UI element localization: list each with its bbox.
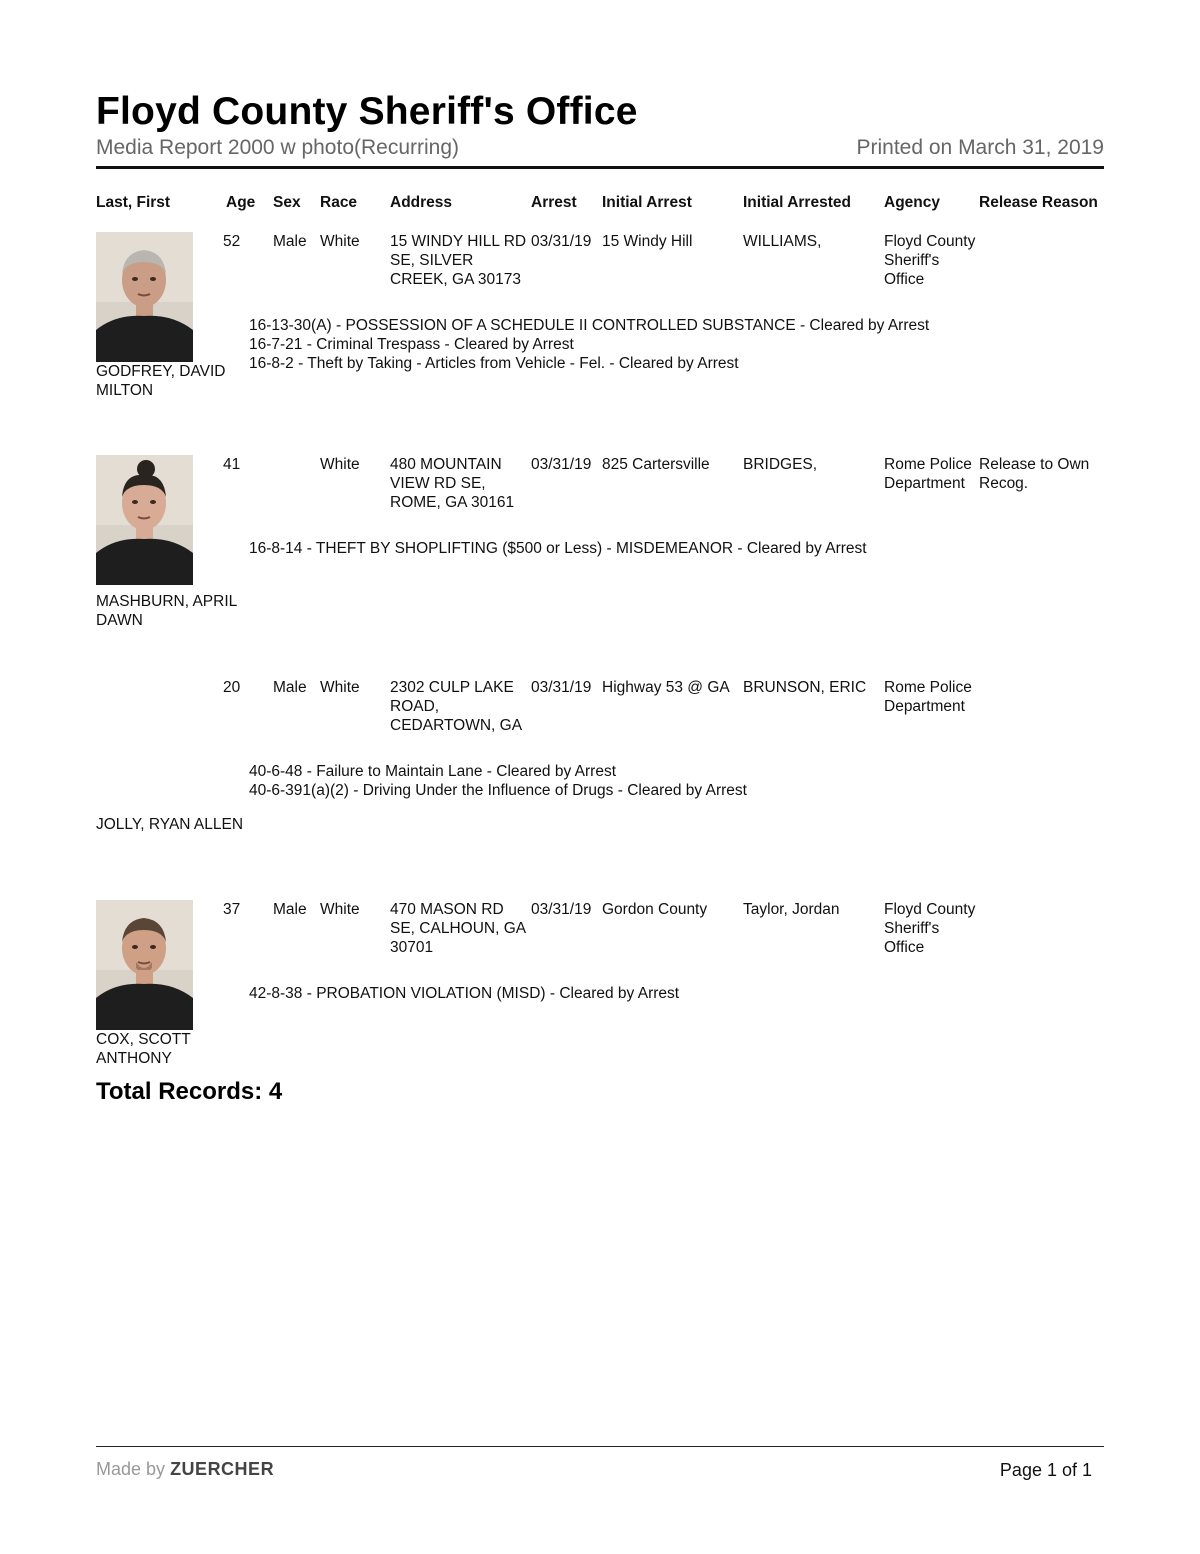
made-by-label: Made by bbox=[96, 1459, 166, 1479]
record-arrest: 03/31/19 bbox=[531, 233, 592, 250]
offense-list bbox=[249, 316, 929, 373]
record-name: MASHBURN, APRIL DAWN bbox=[96, 593, 237, 629]
offense-item: 40-6-391(a)(2) - Driving Under the Influence of Drugs - Cleared by Arrest bbox=[249, 782, 747, 799]
mugshot-image bbox=[96, 232, 193, 362]
record-race: White bbox=[320, 456, 360, 473]
report-subtitle: Media Report 2000 w photo(Recurring) bbox=[96, 136, 460, 159]
col-header-sex: Sex bbox=[273, 194, 301, 211]
offense-item: 16-7-21 - Criminal Trespass - Cleared by Arrest bbox=[249, 336, 574, 353]
record-race: White bbox=[320, 679, 360, 696]
record-initial-arrested: BRUNSON, ERIC bbox=[743, 679, 867, 696]
report-title: Floyd County Sheriff's Office bbox=[96, 90, 638, 133]
record-race: White bbox=[320, 901, 360, 918]
col-header-initial-arrest: Initial Arrest bbox=[602, 194, 692, 211]
record-race: White bbox=[320, 233, 360, 250]
record-agency: Rome Police Department bbox=[884, 679, 972, 715]
record-sex: Male bbox=[273, 901, 307, 918]
record-address: 15 WINDY HILL RD SE, SILVER CREEK, GA 30173 bbox=[390, 233, 527, 288]
mugshot-image bbox=[96, 455, 193, 585]
mugshot-photo bbox=[96, 455, 193, 585]
record-arrest: 03/31/19 bbox=[531, 679, 592, 696]
mugshot-image bbox=[96, 900, 193, 1030]
offense-list bbox=[249, 539, 867, 558]
offense-list bbox=[249, 762, 747, 800]
record-arrest: 03/31/19 bbox=[531, 456, 592, 473]
total-label: Total Records: bbox=[96, 1078, 263, 1105]
record-address: 470 MASON RD SE, CALHOUN, GA 30701 bbox=[390, 901, 526, 956]
record-release-reason: Release to Own Recog. bbox=[979, 456, 1090, 492]
record-initial-arrest: Highway 53 @ GA bbox=[602, 679, 730, 696]
record-initial-arrested: WILLIAMS, bbox=[743, 233, 822, 250]
col-header-initial-arrested: Initial Arrested bbox=[743, 194, 851, 211]
record-initial-arrest: Gordon County bbox=[602, 901, 708, 918]
record-arrest: 03/31/19 bbox=[531, 901, 592, 918]
record-sex: Male bbox=[273, 233, 307, 250]
page-number: Page 1 of 1 bbox=[999, 1460, 1092, 1480]
record-address: 480 MOUNTAIN VIEW RD SE, ROME, GA 30161 bbox=[390, 456, 515, 511]
footer-rule bbox=[96, 1446, 1104, 1447]
col-header-name: Last, First bbox=[96, 194, 171, 211]
col-header-address: Address bbox=[390, 194, 453, 211]
col-header-race: Race bbox=[320, 194, 358, 211]
record-sex: Male bbox=[273, 679, 307, 696]
total-records bbox=[96, 1078, 282, 1106]
record-name: JOLLY, RYAN ALLEN bbox=[96, 816, 244, 833]
offense-item: 40-6-48 - Failure to Maintain Lane - Cleared by Arrest bbox=[249, 763, 617, 780]
record-initial-arrested: Taylor, Jordan bbox=[743, 901, 840, 918]
record-age: 41 bbox=[223, 456, 241, 473]
total-value: 4 bbox=[268, 1078, 283, 1105]
col-header-arrest: Arrest bbox=[531, 194, 577, 211]
mugshot-photo bbox=[96, 900, 193, 1030]
record-age: 52 bbox=[223, 233, 241, 250]
footer-made-by bbox=[96, 1459, 274, 1480]
record-age: 37 bbox=[223, 901, 241, 918]
offense-list bbox=[249, 984, 679, 1003]
offense-item: 42-8-38 - PROBATION VIOLATION (MISD) - Cleared by Arrest bbox=[249, 985, 680, 1002]
record-agency: Floyd County Sheriff's Office bbox=[884, 233, 976, 288]
offense-item: 16-13-30(A) - POSSESSION OF A SCHEDULE II CONTROLLED SUBSTANCE - Cleared by Arrest bbox=[249, 317, 930, 334]
record-initial-arrest: 825 Cartersville bbox=[602, 456, 710, 473]
col-header-age: Age bbox=[226, 194, 256, 211]
record-name: GODFREY, DAVID MILTON bbox=[96, 363, 226, 399]
offense-item: 16-8-2 - Theft by Taking - Articles from Vehicle - Fel. - Cleared by Arrest bbox=[249, 355, 739, 372]
record-name: COX, SCOTT ANTHONY bbox=[96, 1031, 191, 1067]
record-initial-arrest: 15 Windy Hill bbox=[602, 233, 693, 250]
record-agency: Floyd County Sheriff's Office bbox=[884, 901, 976, 956]
mugshot-photo bbox=[96, 232, 193, 362]
zuercher-logo: ZUERCHER bbox=[170, 1459, 275, 1479]
offense-item: 16-8-14 - THEFT BY SHOPLIFTING ($500 or Less) - MISDEMEANOR - Cleared by Arrest bbox=[249, 540, 867, 557]
printed-date: Printed on March 31, 2019 bbox=[856, 136, 1104, 159]
col-header-agency: Agency bbox=[884, 194, 940, 211]
col-header-release-reason: Release Reason bbox=[979, 194, 1098, 211]
record-initial-arrested: BRIDGES, bbox=[743, 456, 818, 473]
header-rule bbox=[96, 166, 1104, 169]
record-age: 20 bbox=[223, 679, 241, 696]
record-agency: Rome Police Department bbox=[884, 456, 972, 492]
record-address: 2302 CULP LAKE ROAD, CEDARTOWN, GA bbox=[390, 679, 523, 734]
